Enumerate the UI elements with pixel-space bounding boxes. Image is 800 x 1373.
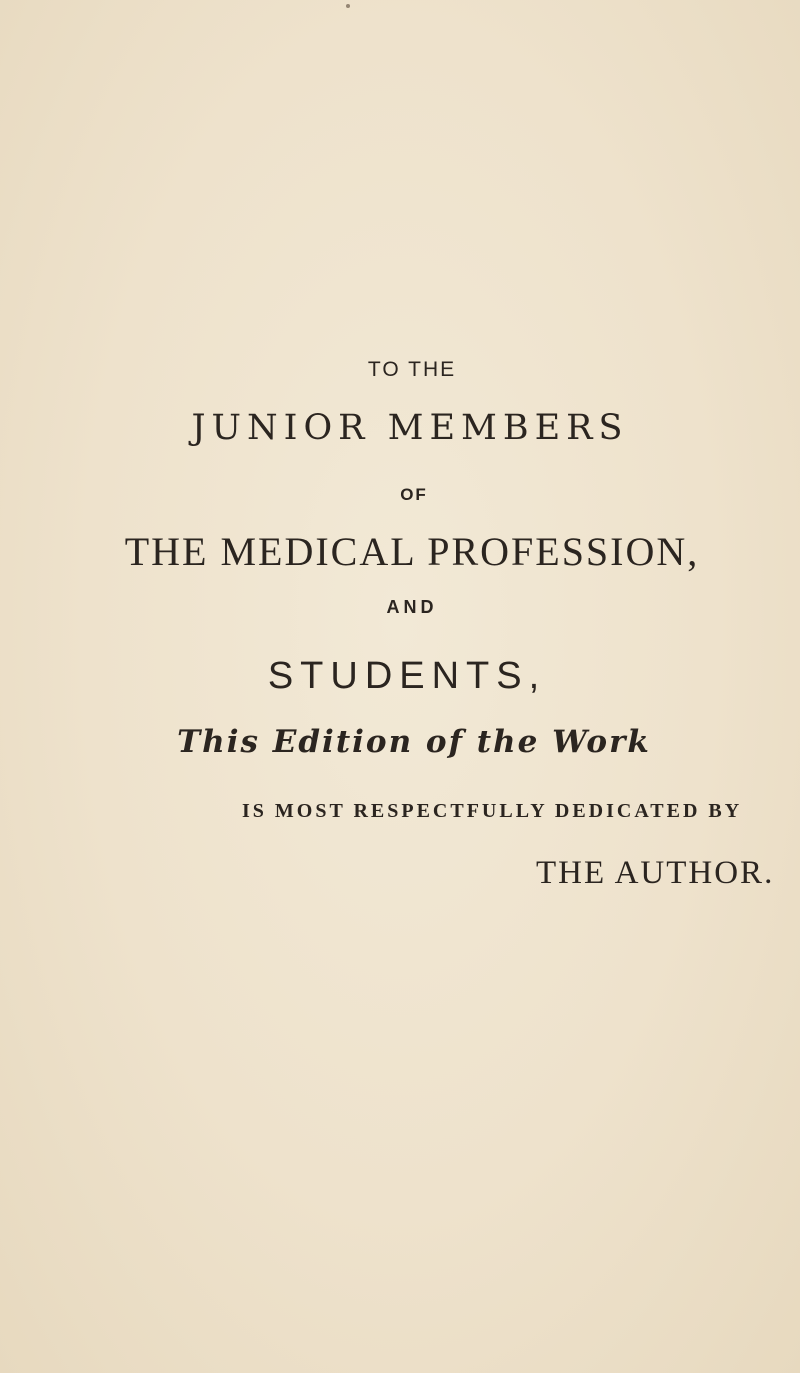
dedication-signature: THE AUTHOR. bbox=[536, 855, 775, 891]
dedication-and: AND bbox=[386, 597, 438, 617]
dedication-junior-members: JUNIOR MEMBERS bbox=[191, 408, 629, 448]
dedication-edition-line: This Edition of the Work bbox=[177, 724, 651, 760]
dedication-medical-profession: THE MEDICAL PROFESSION, bbox=[124, 529, 700, 574]
ink-speck bbox=[346, 4, 350, 8]
dedication-of: OF bbox=[400, 485, 428, 504]
dedication-students: STUDENTS, bbox=[267, 655, 547, 697]
dedication-dedicated-by: IS MOST RESPECTFULLY DEDICATED BY bbox=[242, 800, 743, 822]
dedication-to-the: TO THE bbox=[367, 358, 457, 381]
